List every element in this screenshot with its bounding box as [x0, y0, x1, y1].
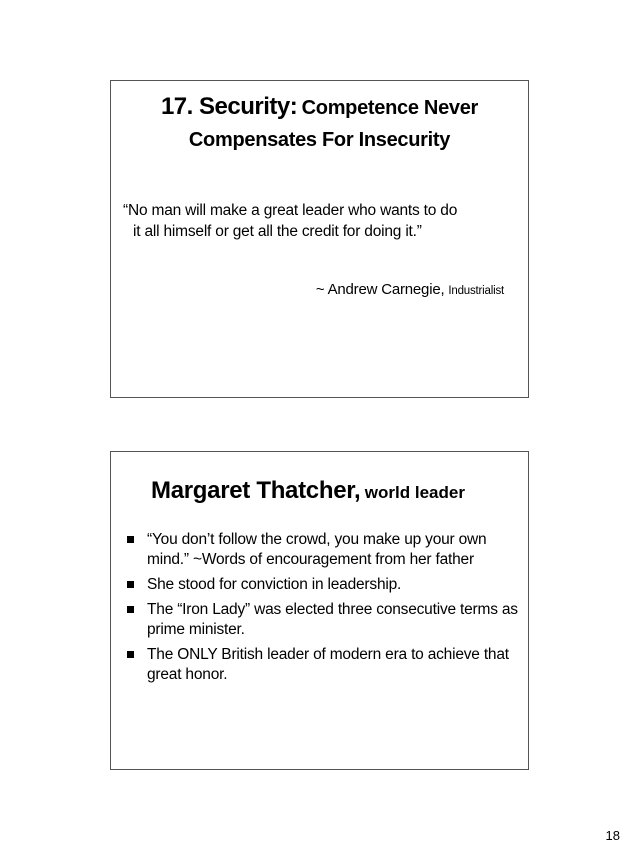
bullet-item [125, 530, 518, 570]
attribution-author: ~ Andrew Carnegie, [315, 281, 445, 298]
quote-line: it all himself or get all the credit for doing it.” [133, 223, 422, 240]
bullet-text: The ONLY British leader of modern era to achieve that great honor. [147, 646, 509, 683]
square-bullet-icon [127, 536, 134, 543]
bullet-item [125, 645, 518, 685]
page-number: 18 [605, 828, 620, 843]
title-subtitle-line1: Competence Never [301, 97, 479, 119]
quote [123, 200, 520, 242]
slide-title [111, 91, 528, 156]
quote-attribution [316, 281, 504, 298]
attribution-role: Industrialist [448, 285, 504, 297]
slide-title [151, 477, 528, 505]
title-subtitle-line2: Compensates For Insecurity [188, 129, 451, 151]
bullet-text: The “Iron Lady” was elected three consecutive terms as prime minister. [147, 601, 518, 638]
title-number: 17. Security: [160, 93, 298, 120]
bullet-item [125, 600, 518, 640]
slide-thatcher [110, 451, 529, 770]
square-bullet-icon [127, 606, 134, 613]
slide-security [110, 80, 529, 398]
square-bullet-icon [127, 581, 134, 588]
bullet-list [125, 530, 518, 690]
square-bullet-icon [127, 651, 134, 658]
title-name: Margaret Thatcher, [151, 477, 361, 504]
title-role: world leader [364, 483, 465, 502]
quote-line: “No man will make a great leader who wants to do [123, 202, 458, 219]
bullet-text: She stood for conviction in leadership. [147, 576, 402, 593]
bullet-item [125, 575, 518, 595]
bullet-text: “You don’t follow the crowd, you make up your own mind.” ~Words of encouragement from her father [147, 531, 487, 568]
